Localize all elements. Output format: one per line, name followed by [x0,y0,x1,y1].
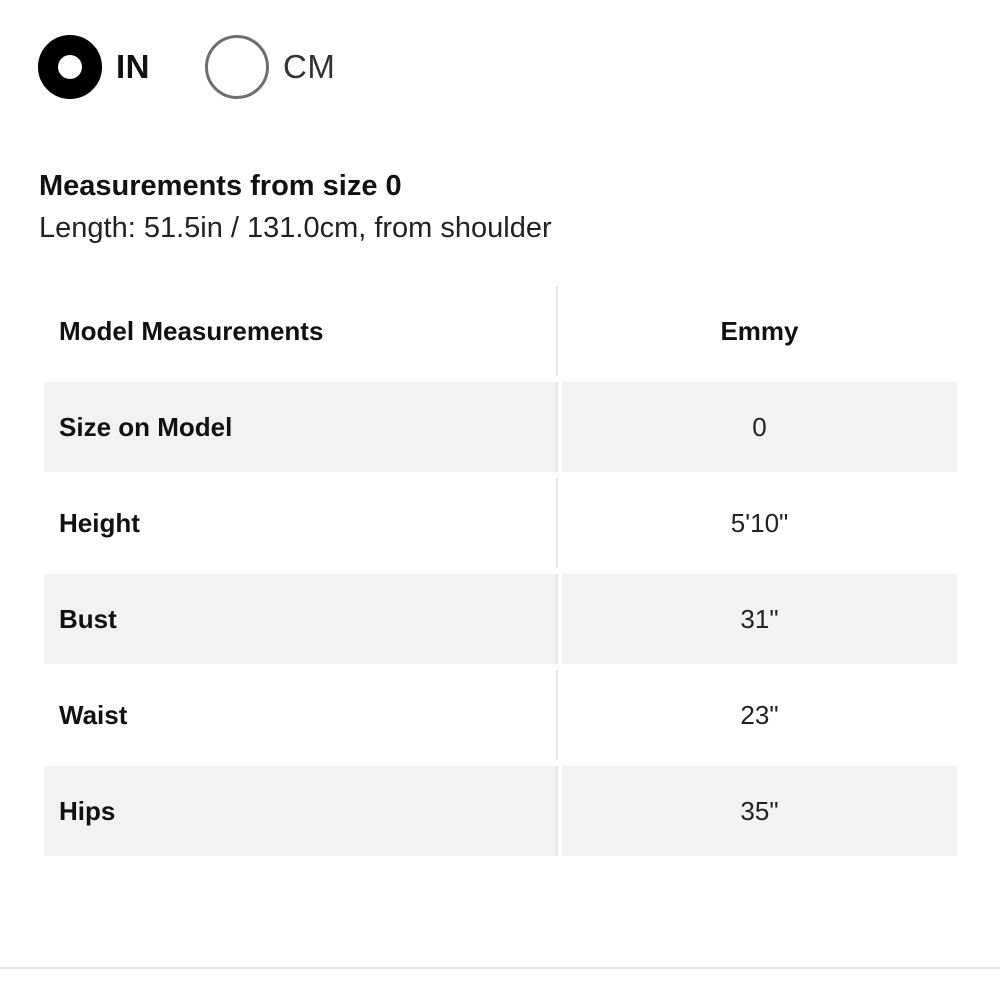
column-divider [556,478,562,568]
row-value-bust: 31" [562,574,957,664]
radio-selected-icon[interactable] [38,35,102,99]
measurements-title: Measurements from size 0 [39,170,402,202]
row-value-height: 5'10" [730,507,789,538]
column-divider [556,382,562,472]
unit-option-cm-label[interactable]: CM [283,48,336,85]
bottom-divider [0,967,1000,969]
column-divider [556,766,562,856]
unit-option-in-label[interactable]: IN [116,48,150,85]
table-header-model-name: Emmy [720,315,799,346]
row-label-waist: Waist [59,699,128,730]
row-value-hips: 35" [562,766,957,856]
table-row [44,766,957,856]
table-header-label: Model Measurements [59,315,324,346]
row-label-size-on-model: Size on Model [44,382,556,472]
table-row [44,574,957,664]
table-header-row [44,286,957,376]
row-label-height: Height [59,507,140,538]
radio-unselected-icon[interactable] [205,35,269,99]
row-label-hips: Hips [44,766,556,856]
row-label-bust: Bust [44,574,556,664]
measurements-length: Length: 51.5in / 131.0cm, from shoulder [39,212,552,244]
unit-option-cm[interactable] [205,35,335,99]
column-divider [556,574,562,664]
table-row [44,478,957,568]
unit-toggle [38,35,335,99]
unit-option-in[interactable] [38,35,150,99]
table-row [44,670,957,760]
model-measurements-table [44,286,957,862]
row-value-size-on-model: 0 [562,382,957,472]
column-divider [556,670,562,760]
row-value-waist: 23" [740,699,779,730]
table-row [44,382,957,472]
column-divider [556,286,562,376]
